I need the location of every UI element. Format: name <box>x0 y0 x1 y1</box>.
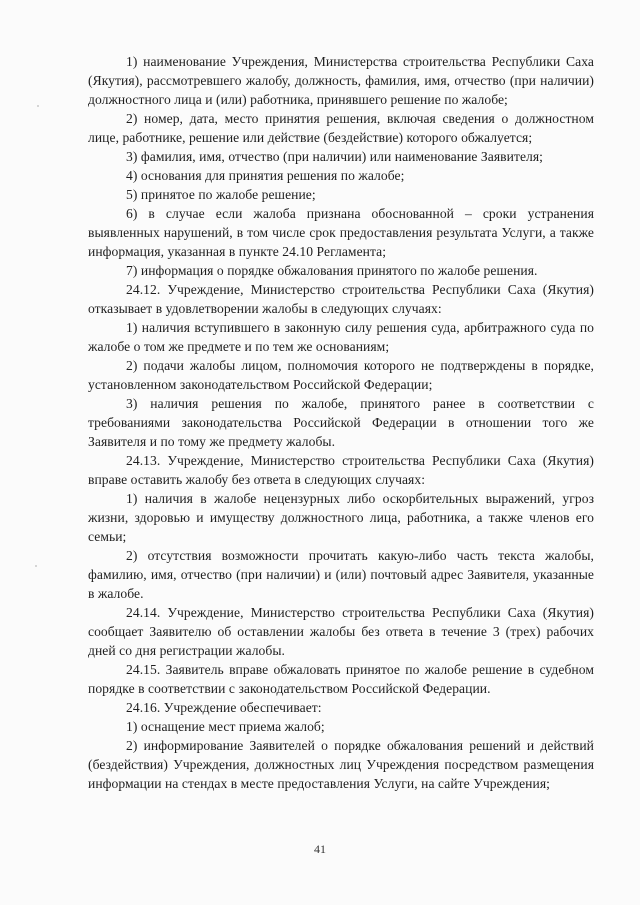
section-24-13: 24.13. Учреждение, Министерство строительства Республики Саха (Якутия) вправе оставить жалобу без ответа в следующих случаях: <box>88 453 594 487</box>
scan-speck <box>37 105 39 107</box>
section-24-14: 24.14. Учреждение, Министерство строительства Республики Саха (Якутия) сообщает Заявителю об оставлении жалобы без ответа в течение 3 (трех) рабочих дней со дня регистрации жалобы. <box>88 605 594 658</box>
page-number: 41 <box>314 842 326 856</box>
paragraph-4: 4) основания для принятия решения по жалобе; <box>126 168 405 183</box>
paragraph-19: 2) информирование Заявителей о порядке обжалования решений и действий (бездействия) Учреждения, должностных лиц Учреждения посредством размещения информации на стендах в месте предоставления Услуги, на сайте Учреждения; <box>88 738 594 791</box>
section-24-12: 24.12. Учреждение, Министерство строительства Республики Саха (Якутия) отказывает в удовлетворении жалобы в следующих случаях: <box>88 282 594 316</box>
paragraph-2: 2) номер, дата, место принятия решения, включая сведения о должностном лице, работнике, решение или действие (бездействие) которого обжалуется; <box>88 111 594 145</box>
section-24-16: 24.16. Учреждение обеспечивает: <box>126 700 322 715</box>
paragraph-11: 3) наличия решения по жалобе, принятого ранее в соответствии с требованиями законодательства Российской Федерации в отношении того же Заявителя и по тому же предмету жалобы. <box>88 396 594 449</box>
paragraph-6: 6) в случае если жалоба признана обоснованной – сроки устранения выявленных нарушений, в том числе срок предоставления результата Услуги, а также информация, указанная в пункте 24.10 Регламента; <box>88 206 594 259</box>
scan-speck <box>35 565 37 567</box>
paragraph-1: 1) наименование Учреждения, Министерства строительства Республики Саха (Якутия), рассмотревшего жалобу, должность, фамилия, имя, отчество (при наличии) должностного лица и (или) работника, принявшего решение по жалобе; <box>88 54 594 107</box>
paragraph-13: 1) наличия в жалобе нецензурных либо оскорбительных выражений, угроз жизни, здоровью и имуществу должностного лица, работника, а также членов его семьи; <box>88 491 594 544</box>
document-body <box>88 52 594 793</box>
paragraph-14: 2) отсутствия возможности прочитать какую-либо часть текста жалобы, фамилию, имя, отчество (при наличии) и (или) почтовый адрес Заявителя, указанные в жалобе. <box>88 548 594 601</box>
paragraph-3: 3) фамилия, имя, отчество (при наличии) или наименование Заявителя; <box>126 149 544 164</box>
paragraph-9: 1) наличия вступившего в законную силу решения суда, арбитражного суда по жалобе о том же предмете и по тем же основаниям; <box>88 320 594 354</box>
section-24-15: 24.15. Заявитель вправе обжаловать принятое по жалобе решение в судебном порядке в соответствии с законодательством Российской Федерации. <box>88 662 594 696</box>
paragraph-7: 7) информация о порядке обжалования принятого по жалобе решения. <box>126 263 538 278</box>
paragraph-18: 1) оснащение мест приема жалоб; <box>126 719 325 734</box>
paragraph-10: 2) подачи жалобы лицом, полномочия которого не подтверждены в порядке, установленном законодательством Российской Федерации; <box>88 358 594 392</box>
paragraph-5: 5) принятое по жалобе решение; <box>126 187 316 202</box>
